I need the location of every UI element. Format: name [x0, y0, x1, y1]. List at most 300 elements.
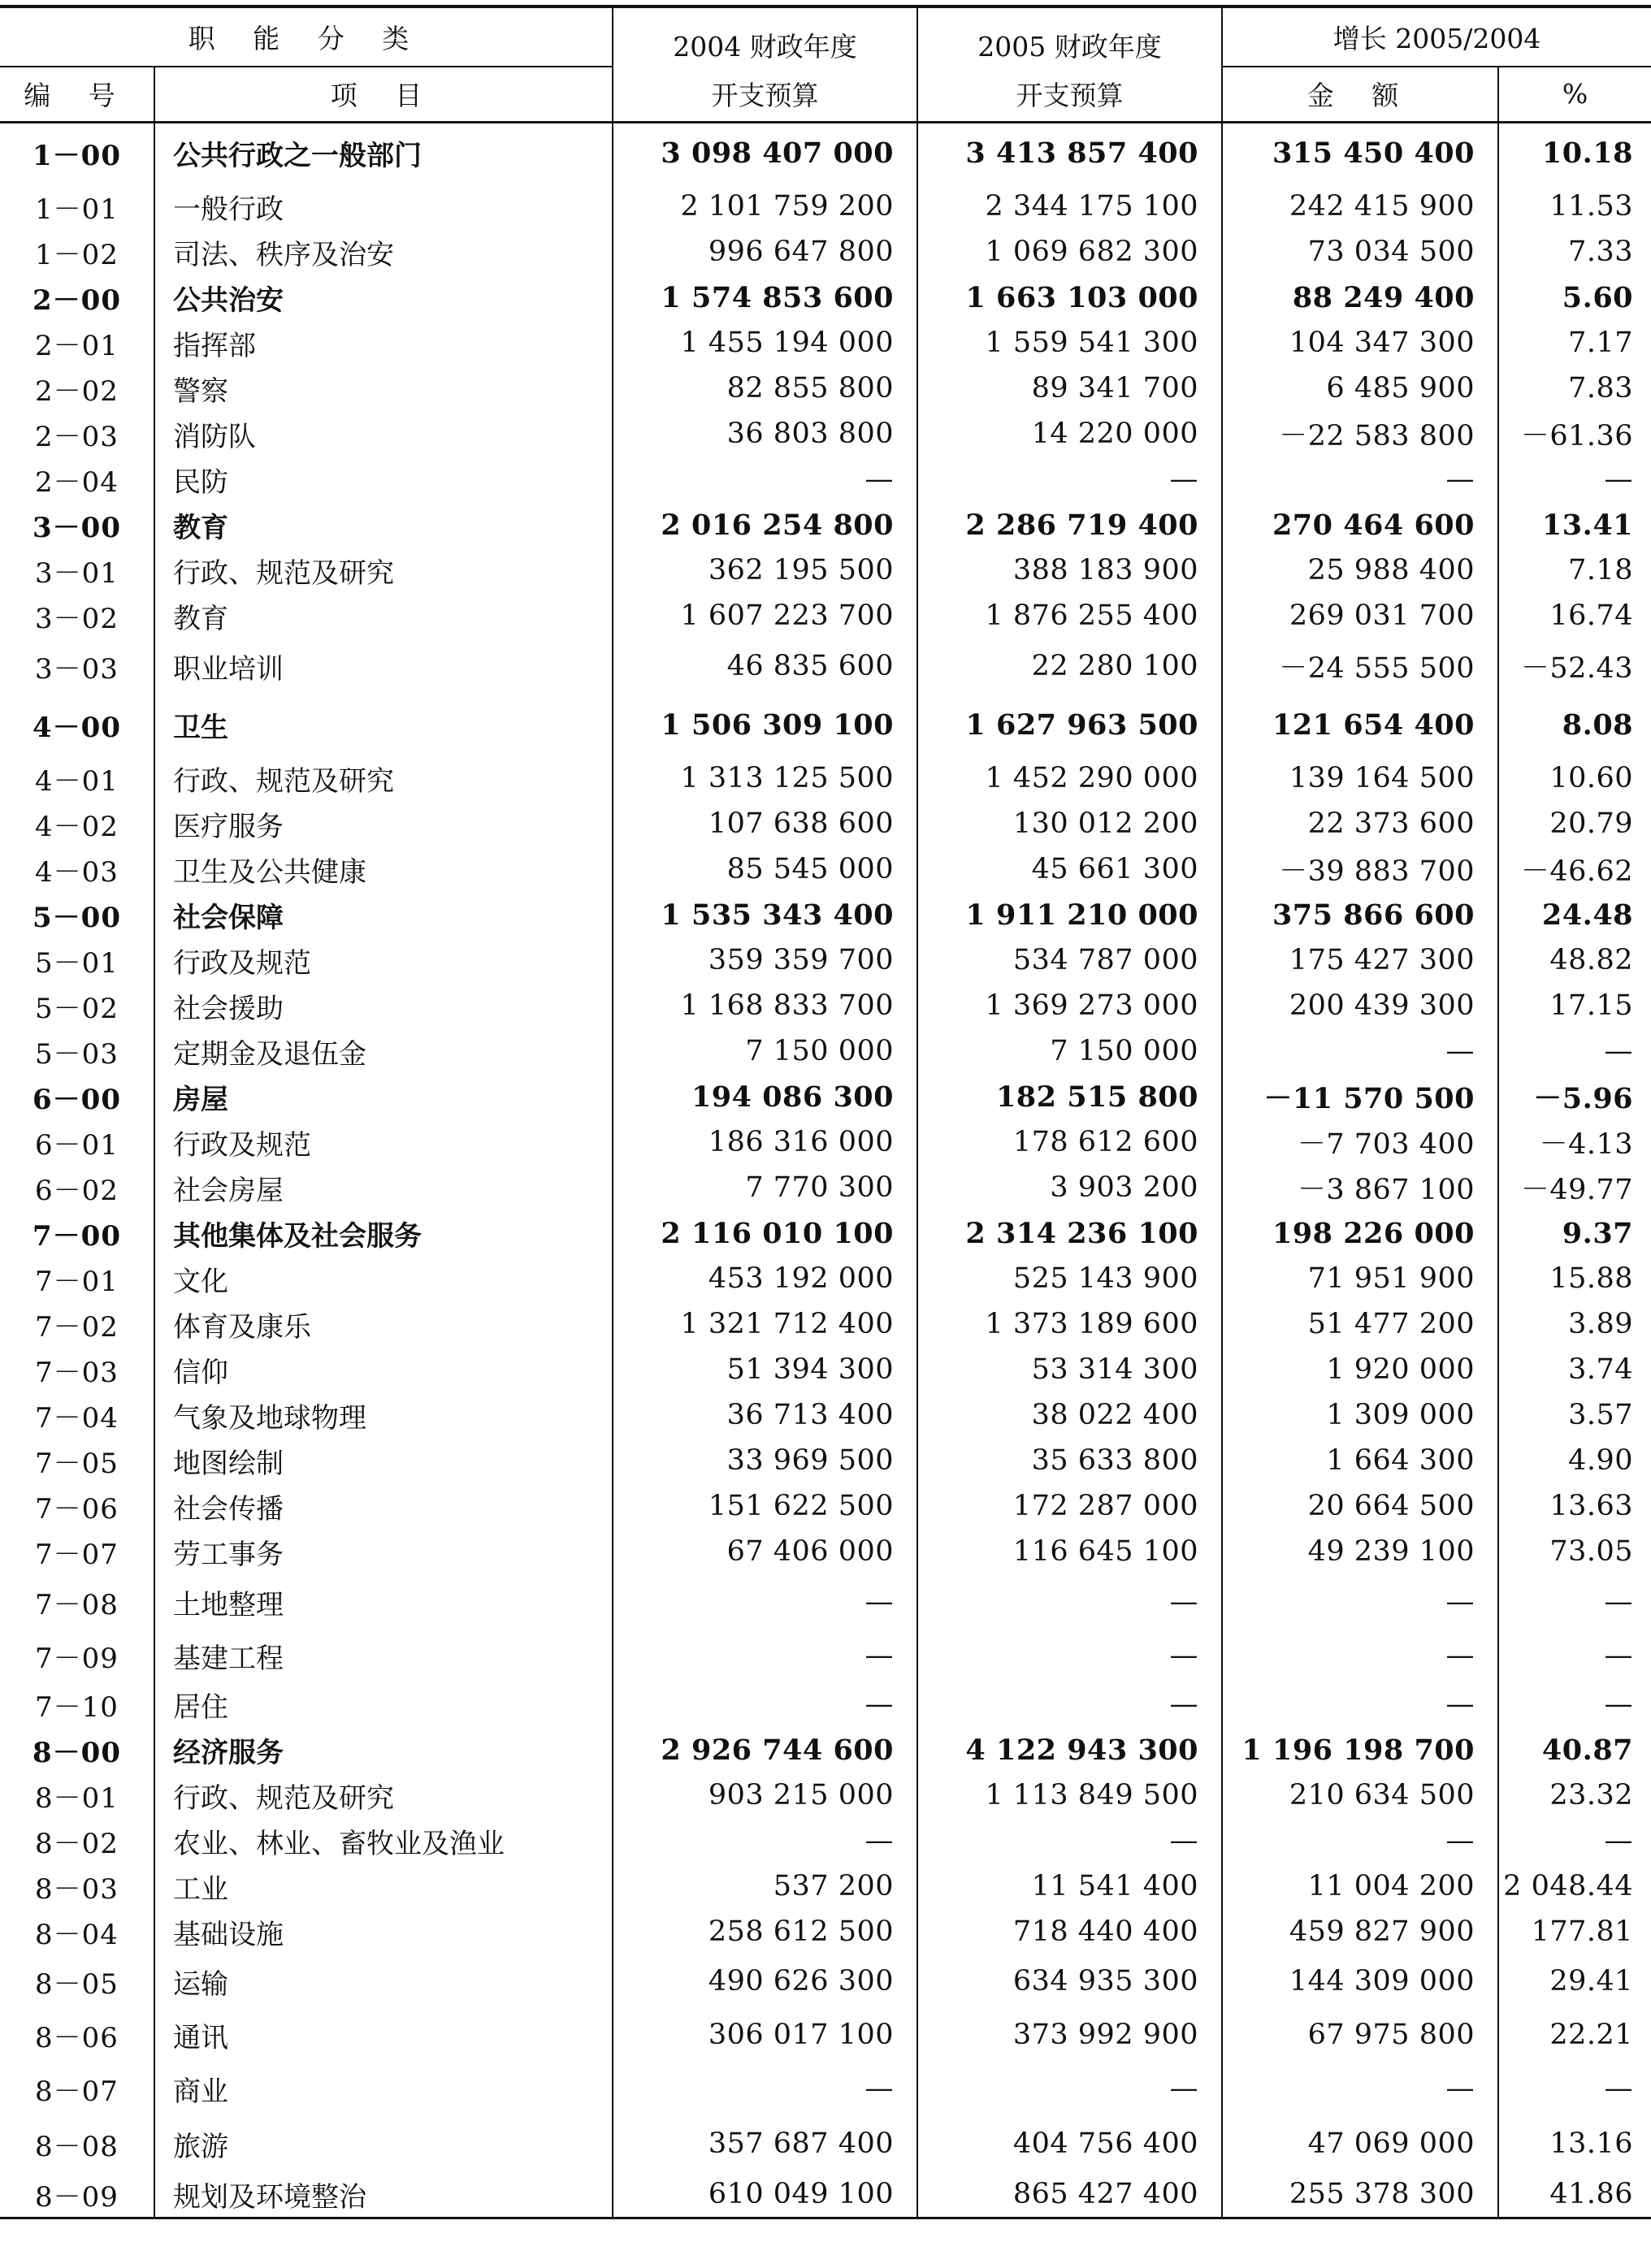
row-growth-amount: 198 226 000: [1222, 1210, 1498, 1256]
row-budget-2005: 1 627 963 500: [917, 694, 1222, 755]
row-budget-2004: —: [613, 1630, 917, 1682]
row-budget-2004: 359 359 700: [613, 937, 917, 983]
row-growth-pct: －46.62: [1498, 846, 1651, 892]
table-row: [0, 275, 1651, 320]
row-growth-amount: 144 309 000: [1222, 1954, 1498, 2008]
row-budget-2005: 172 287 000: [917, 1483, 1222, 1529]
row-growth-amount: －39 883 700: [1222, 846, 1498, 892]
row-budget-2004: 194 086 300: [613, 1074, 917, 1119]
row-budget-2004: 2 116 010 100: [613, 1210, 917, 1256]
row-budget-2005: —: [917, 2062, 1222, 2115]
row-growth-amount: 25 988 400: [1222, 548, 1498, 593]
row-item: 文化: [154, 1256, 613, 1301]
row-budget-2005: —: [917, 1682, 1222, 1727]
table-row: [0, 1438, 1651, 1483]
row-budget-2005: 182 515 800: [917, 1074, 1222, 1119]
table-row: [0, 1483, 1651, 1529]
row-growth-pct: 24.48: [1498, 892, 1651, 937]
table-row: [0, 1392, 1651, 1438]
row-code: 4－00: [32, 711, 121, 744]
row-item: 农业、林业、畜牧业及渔业: [154, 1818, 613, 1863]
row-growth-amount: 255 378 300: [1222, 2172, 1498, 2218]
row-growth-amount: 175 427 300: [1222, 937, 1498, 983]
row-growth-amount: －24 555 500: [1222, 638, 1498, 694]
row-growth-amount: 11 004 200: [1222, 1863, 1498, 1909]
row-budget-2004: 107 638 600: [613, 801, 917, 846]
row-budget-2005: 35 633 800: [917, 1438, 1222, 1483]
header-2004-line1: 2004 财政年度: [673, 31, 857, 63]
row-code: 8－04: [35, 1918, 119, 1951]
row-budget-2004: 2 016 254 800: [613, 502, 917, 548]
row-budget-2005: 373 992 900: [917, 2008, 1222, 2062]
row-code: 5－02: [35, 992, 119, 1025]
row-item: 行政、规范及研究: [154, 1772, 613, 1818]
row-item: 教育: [154, 502, 613, 548]
row-growth-pct: －5.96: [1498, 1074, 1651, 1119]
row-budget-2004: 306 017 100: [613, 2008, 917, 2062]
table-row: [0, 548, 1651, 593]
row-item: 定期金及退伍金: [154, 1028, 613, 1074]
row-budget-2004: —: [613, 1574, 917, 1630]
table-row: [0, 2062, 1651, 2115]
row-growth-amount: －22 583 800: [1222, 411, 1498, 457]
row-code: 4－02: [35, 810, 119, 843]
table-row: [0, 1909, 1651, 1954]
table-body: [0, 122, 1651, 2218]
row-code: 2－00: [32, 284, 121, 317]
table-row: [0, 1772, 1651, 1818]
table-row: [0, 1818, 1651, 1863]
row-code: 1－02: [35, 238, 119, 271]
row-budget-2005: 53 314 300: [917, 1347, 1222, 1392]
row-budget-2004: 1 455 194 000: [613, 320, 917, 366]
row-code: 2－04: [35, 465, 119, 499]
row-budget-2005: —: [917, 1630, 1222, 1682]
row-budget-2004: 1 321 712 400: [613, 1301, 917, 1347]
row-growth-amount: 242 415 900: [1222, 184, 1498, 229]
row-growth-pct: —: [1498, 1630, 1651, 1682]
row-budget-2004: 490 626 300: [613, 1954, 917, 2008]
row-growth-pct: —: [1498, 457, 1651, 502]
row-budget-2004: 1 506 309 100: [613, 694, 917, 755]
row-growth-pct: 48.82: [1498, 937, 1651, 983]
table-row: [0, 892, 1651, 937]
row-budget-2004: 36 803 800: [613, 411, 917, 457]
row-growth-pct: 13.41: [1498, 502, 1651, 548]
row-item: 运输: [154, 1954, 613, 2008]
table-row: [0, 1954, 1651, 2008]
row-code: 7－05: [35, 1447, 119, 1480]
row-budget-2005: 2 286 719 400: [917, 502, 1222, 548]
table-row: [0, 801, 1651, 846]
row-growth-amount: 20 664 500: [1222, 1483, 1498, 1529]
row-growth-pct: 5.60: [1498, 275, 1651, 320]
table-row: [0, 502, 1651, 548]
row-code: 8－01: [35, 1781, 119, 1815]
table-row: [0, 1028, 1651, 1074]
row-growth-pct: 2 048.44: [1498, 1863, 1651, 1909]
table-row: [0, 1863, 1651, 1909]
row-growth-pct: －52.43: [1498, 638, 1651, 694]
table-row: [0, 694, 1651, 755]
row-budget-2004: 357 687 400: [613, 2115, 917, 2172]
table-header: [0, 6, 1651, 122]
row-growth-amount: 375 866 600: [1222, 892, 1498, 937]
row-growth-amount: —: [1222, 1028, 1498, 1074]
row-budget-2005: 116 645 100: [917, 1529, 1222, 1574]
row-code: 8－03: [35, 1872, 119, 1906]
table-row: [0, 1165, 1651, 1210]
row-budget-2005: 865 427 400: [917, 2172, 1222, 2218]
header-growth: 增长 2005/2004: [1222, 6, 1651, 67]
row-item: 卫生: [154, 694, 613, 755]
row-growth-amount: —: [1222, 1818, 1498, 1863]
row-budget-2004: 537 200: [613, 1863, 917, 1909]
row-item: 社会保障: [154, 892, 613, 937]
row-budget-2005: 4 122 943 300: [917, 1727, 1222, 1772]
row-growth-pct: 41.86: [1498, 2172, 1651, 2218]
row-growth-pct: 4.90: [1498, 1438, 1651, 1483]
row-code: 3－02: [35, 602, 119, 635]
row-item: 通讯: [154, 2008, 613, 2062]
row-code: 7－07: [35, 1538, 119, 1571]
row-growth-amount: 200 439 300: [1222, 983, 1498, 1028]
row-budget-2004: 85 545 000: [613, 846, 917, 892]
row-item: 其他集体及社会服务: [154, 1210, 613, 1256]
row-growth-pct: －61.36: [1498, 411, 1651, 457]
table-row: [0, 937, 1651, 983]
row-budget-2004: 3 098 407 000: [613, 122, 917, 184]
row-code: 7－08: [35, 1588, 119, 1621]
row-budget-2005: 2 344 175 100: [917, 184, 1222, 229]
row-code: 4－01: [35, 764, 119, 798]
header-pct: %: [1498, 67, 1651, 122]
table-row: [0, 1630, 1651, 1682]
row-budget-2005: 11 541 400: [917, 1863, 1222, 1909]
row-budget-2005: 45 661 300: [917, 846, 1222, 892]
row-budget-2005: —: [917, 1574, 1222, 1630]
header-2005: [917, 6, 1222, 122]
row-budget-2004: 258 612 500: [613, 1909, 917, 1954]
row-growth-amount: —: [1222, 2062, 1498, 2115]
row-code: 6－00: [32, 1083, 121, 1116]
header-code: 编 号: [0, 67, 154, 122]
row-item: 土地整理: [154, 1574, 613, 1630]
row-budget-2005: 130 012 200: [917, 801, 1222, 846]
row-budget-2005: 1 559 541 300: [917, 320, 1222, 366]
row-code: 1－00: [32, 140, 121, 173]
row-budget-2005: 1 911 210 000: [917, 892, 1222, 937]
row-budget-2005: —: [917, 457, 1222, 502]
row-growth-amount: 73 034 500: [1222, 229, 1498, 275]
row-code: 7－02: [35, 1310, 119, 1344]
row-growth-pct: 11.53: [1498, 184, 1651, 229]
row-item: 基础设施: [154, 1909, 613, 1954]
row-growth-amount: 47 069 000: [1222, 2115, 1498, 2172]
row-budget-2004: 1 168 833 700: [613, 983, 917, 1028]
row-budget-2004: 903 215 000: [613, 1772, 917, 1818]
row-budget-2005: 14 220 000: [917, 411, 1222, 457]
row-budget-2005: 718 440 400: [917, 1909, 1222, 1954]
table-row: [0, 2008, 1651, 2062]
row-growth-amount: 459 827 900: [1222, 1909, 1498, 1954]
header-item: 项 目: [154, 67, 613, 122]
row-budget-2004: 610 049 100: [613, 2172, 917, 2218]
table-row: [0, 2115, 1651, 2172]
row-growth-pct: 13.16: [1498, 2115, 1651, 2172]
row-item: 旅游: [154, 2115, 613, 2172]
row-growth-amount: —: [1222, 457, 1498, 502]
row-growth-pct: 9.37: [1498, 1210, 1651, 1256]
row-item: 卫生及公共健康: [154, 846, 613, 892]
row-item: 经济服务: [154, 1727, 613, 1772]
row-code: 3－03: [35, 652, 119, 686]
row-item: 工业: [154, 1863, 613, 1909]
row-growth-amount: －11 570 500: [1222, 1074, 1498, 1119]
row-growth-pct: 8.08: [1498, 694, 1651, 755]
row-budget-2004: 186 316 000: [613, 1119, 917, 1165]
row-item: 行政及规范: [154, 937, 613, 983]
row-budget-2005: 2 314 236 100: [917, 1210, 1222, 1256]
row-budget-2005: 525 143 900: [917, 1256, 1222, 1301]
row-growth-pct: —: [1498, 1818, 1651, 1863]
row-budget-2005: 534 787 000: [917, 937, 1222, 983]
table-row: [0, 457, 1651, 502]
row-code: 3－00: [32, 511, 121, 544]
row-budget-2004: 1 535 343 400: [613, 892, 917, 937]
row-growth-pct: 3.89: [1498, 1301, 1651, 1347]
row-budget-2004: —: [613, 2062, 917, 2115]
row-growth-pct: 177.81: [1498, 1909, 1651, 1954]
row-growth-amount: 22 373 600: [1222, 801, 1498, 846]
row-item: 房屋: [154, 1074, 613, 1119]
row-item: 司法、秩序及治安: [154, 229, 613, 275]
row-growth-pct: 7.83: [1498, 366, 1651, 411]
row-budget-2004: —: [613, 1818, 917, 1863]
row-budget-2004: 453 192 000: [613, 1256, 917, 1301]
row-code: 2－02: [35, 374, 119, 408]
row-budget-2005: 22 280 100: [917, 638, 1222, 694]
row-code: 7－01: [35, 1265, 119, 1298]
header-category: 职 能 分 类: [0, 6, 613, 67]
row-budget-2005: 1 663 103 000: [917, 275, 1222, 320]
row-item: 公共治安: [154, 275, 613, 320]
table-row: [0, 593, 1651, 638]
row-budget-2004: 7 770 300: [613, 1165, 917, 1210]
row-budget-2004: 33 969 500: [613, 1438, 917, 1483]
row-budget-2005: 1 876 255 400: [917, 593, 1222, 638]
row-budget-2004: 151 622 500: [613, 1483, 917, 1529]
row-growth-amount: 6 485 900: [1222, 366, 1498, 411]
row-budget-2005: 1 069 682 300: [917, 229, 1222, 275]
row-budget-2004: 362 195 500: [613, 548, 917, 593]
row-item: 劳工事务: [154, 1529, 613, 1574]
row-growth-pct: 20.79: [1498, 801, 1651, 846]
row-code: 5－01: [35, 946, 119, 980]
row-item: 行政及规范: [154, 1119, 613, 1165]
row-item: 信仰: [154, 1347, 613, 1392]
row-budget-2005: 1 452 290 000: [917, 755, 1222, 801]
row-budget-2005: 89 341 700: [917, 366, 1222, 411]
row-item: 行政、规范及研究: [154, 755, 613, 801]
row-item: 教育: [154, 593, 613, 638]
table-row: [0, 229, 1651, 275]
row-growth-pct: 17.15: [1498, 983, 1651, 1028]
row-growth-pct: 23.32: [1498, 1772, 1651, 1818]
row-budget-2005: 3 903 200: [917, 1165, 1222, 1210]
table-row: [0, 411, 1651, 457]
row-budget-2005: 1 113 849 500: [917, 1772, 1222, 1818]
row-item: 气象及地球物理: [154, 1392, 613, 1438]
table-row: [0, 846, 1651, 892]
row-code: 8－07: [35, 2075, 119, 2108]
row-code: 4－03: [35, 855, 119, 889]
row-budget-2004: 996 647 800: [613, 229, 917, 275]
table-row: [0, 1301, 1651, 1347]
row-budget-2004: 36 713 400: [613, 1392, 917, 1438]
row-code: 5－00: [32, 901, 121, 934]
row-budget-2005: 1 369 273 000: [917, 983, 1222, 1028]
row-code: 2－03: [35, 420, 119, 453]
row-growth-amount: 49 239 100: [1222, 1529, 1498, 1574]
row-growth-pct: 16.74: [1498, 593, 1651, 638]
header-row-top: [0, 6, 1651, 67]
table-row: [0, 638, 1651, 694]
row-item: 社会传播: [154, 1483, 613, 1529]
row-growth-pct: 3.74: [1498, 1347, 1651, 1392]
budget-table: [0, 5, 1651, 2219]
row-budget-2005: 404 756 400: [917, 2115, 1222, 2172]
row-budget-2004: 46 835 600: [613, 638, 917, 694]
row-code: 8－09: [0, 2172, 154, 2218]
row-growth-pct: —: [1498, 1682, 1651, 1727]
row-item: 职业培训: [154, 638, 613, 694]
row-item: 商业: [154, 2062, 613, 2115]
row-budget-2004: —: [613, 1682, 917, 1727]
table-row: [0, 1529, 1651, 1574]
row-code: 8－02: [35, 1827, 119, 1860]
row-budget-2005: 1 373 189 600: [917, 1301, 1222, 1347]
row-growth-amount: 315 450 400: [1222, 122, 1498, 184]
row-growth-amount: 67 975 800: [1222, 2008, 1498, 2062]
row-code: 6－01: [35, 1128, 119, 1162]
row-item: 指挥部: [154, 320, 613, 366]
row-budget-2004: 2 926 744 600: [613, 1727, 917, 1772]
table-row: [0, 2172, 1651, 2218]
row-item: 规划及环境整治: [154, 2172, 613, 2218]
table-row: [0, 320, 1651, 366]
row-growth-amount: 104 347 300: [1222, 320, 1498, 366]
row-growth-amount: 71 951 900: [1222, 1256, 1498, 1301]
row-code: 7－00: [32, 1219, 121, 1253]
row-code: 5－03: [35, 1037, 119, 1071]
row-code: 8－08: [35, 2130, 119, 2163]
row-growth-amount: 51 477 200: [1222, 1301, 1498, 1347]
row-growth-pct: 10.60: [1498, 755, 1651, 801]
row-code: 7－03: [35, 1356, 119, 1389]
table-row: [0, 366, 1651, 411]
row-growth-pct: 15.88: [1498, 1256, 1651, 1301]
row-code: 2－01: [35, 329, 119, 362]
row-budget-2004: 82 855 800: [613, 366, 917, 411]
row-code: 1－01: [35, 193, 119, 226]
row-budget-2005: 38 022 400: [917, 1392, 1222, 1438]
table-row: [0, 755, 1651, 801]
row-item: 医疗服务: [154, 801, 613, 846]
row-budget-2004: 1 313 125 500: [613, 755, 917, 801]
row-code: 6－02: [35, 1174, 119, 1207]
row-code: 7－06: [35, 1492, 119, 1526]
row-budget-2004: 1 574 853 600: [613, 275, 917, 320]
row-budget-2004: 67 406 000: [613, 1529, 917, 1574]
row-growth-pct: 13.63: [1498, 1483, 1651, 1529]
row-growth-pct: 7.33: [1498, 229, 1651, 275]
row-item: 一般行政: [154, 184, 613, 229]
row-growth-amount: 1 309 000: [1222, 1392, 1498, 1438]
row-item: 民防: [154, 457, 613, 502]
header-2004: [613, 6, 917, 122]
row-growth-pct: 7.17: [1498, 320, 1651, 366]
row-item: 地图绘制: [154, 1438, 613, 1483]
row-growth-amount: 210 634 500: [1222, 1772, 1498, 1818]
row-budget-2005: 7 150 000: [917, 1028, 1222, 1074]
table-row: [0, 184, 1651, 229]
row-growth-pct: —: [1498, 2062, 1651, 2115]
row-budget-2005: —: [917, 1818, 1222, 1863]
row-budget-2004: 7 150 000: [613, 1028, 917, 1074]
row-budget-2005: 388 183 900: [917, 548, 1222, 593]
row-code: 8－00: [32, 1736, 121, 1769]
row-code: 7－04: [35, 1401, 119, 1435]
table-row: [0, 1682, 1651, 1727]
header-amount: 金 额: [1222, 67, 1498, 122]
row-item: 体育及康乐: [154, 1301, 613, 1347]
row-growth-pct: 40.87: [1498, 1727, 1651, 1772]
row-budget-2004: 1 607 223 700: [613, 593, 917, 638]
row-growth-amount: 1 664 300: [1222, 1438, 1498, 1483]
row-item: 社会房屋: [154, 1165, 613, 1210]
row-code: 8－06: [35, 2021, 119, 2054]
row-code: 7－10: [35, 1690, 119, 1724]
row-growth-pct: 73.05: [1498, 1529, 1651, 1574]
row-growth-amount: 121 654 400: [1222, 694, 1498, 755]
row-growth-amount: —: [1222, 1574, 1498, 1630]
row-growth-amount: —: [1222, 1682, 1498, 1727]
header-2005-line1: 2005 财政年度: [977, 31, 1162, 63]
row-item: 警察: [154, 366, 613, 411]
table-row: [0, 1347, 1651, 1392]
row-growth-amount: 88 249 400: [1222, 275, 1498, 320]
row-budget-2004: 51 394 300: [613, 1347, 917, 1392]
table-row: [0, 122, 1651, 184]
row-item: 公共行政之一般部门: [154, 122, 613, 184]
row-growth-pct: 3.57: [1498, 1392, 1651, 1438]
table-row: [0, 1210, 1651, 1256]
table-row: [0, 1727, 1651, 1772]
row-growth-amount: 270 464 600: [1222, 502, 1498, 548]
row-growth-pct: 29.41: [1498, 1954, 1651, 2008]
row-budget-2005: 634 935 300: [917, 1954, 1222, 2008]
row-growth-pct: －49.77: [1498, 1165, 1651, 1210]
row-growth-amount: —: [1222, 1630, 1498, 1682]
table-row: [0, 1074, 1651, 1119]
row-item: 社会援助: [154, 983, 613, 1028]
row-budget-2004: 2 101 759 200: [613, 184, 917, 229]
row-budget-2005: 3 413 857 400: [917, 122, 1222, 184]
row-budget-2005: 178 612 600: [917, 1119, 1222, 1165]
row-item: 居住: [154, 1682, 613, 1727]
row-growth-pct: 22.21: [1498, 2008, 1651, 2062]
